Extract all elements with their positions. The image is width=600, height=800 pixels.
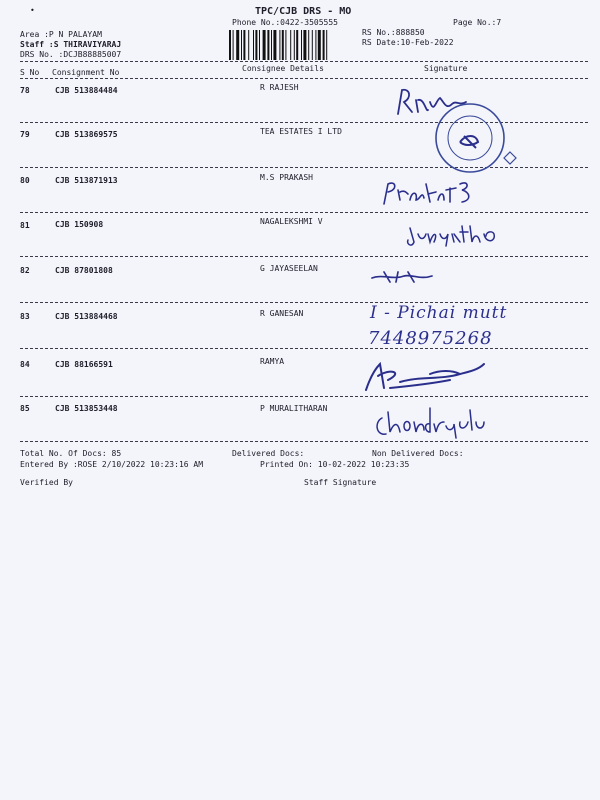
row-consignment: CJB 513884484 [55, 86, 118, 95]
column-header-consignee: Consignee Details [242, 64, 324, 73]
drs-number: DRS No. :DCJB88885007 [20, 50, 122, 59]
handwritten-receiver-name: I - Pichai mutt [370, 303, 508, 323]
row-divider [20, 441, 588, 442]
row-sno: 78 [20, 86, 30, 95]
row-divider [20, 212, 588, 213]
barcode-bar [271, 30, 272, 60]
barcode-bar [308, 30, 309, 60]
printed-on: Printed On: 10-02-2022 10:23:35 [260, 460, 410, 469]
row-sno: 85 [20, 404, 30, 413]
column-header-sno: S No [20, 68, 40, 77]
row-consignee: M.S PRAKASH [260, 173, 313, 182]
barcode-bar [273, 30, 276, 60]
column-header-signature: Signature [424, 64, 468, 73]
barcode-bar [267, 30, 269, 60]
row-consignee: R GANESAN [260, 309, 304, 318]
barcode-bar [253, 30, 254, 60]
barcode-bar [312, 30, 313, 60]
barcode-bar [301, 30, 302, 60]
barcode [229, 30, 358, 60]
barcode-bar [285, 30, 286, 60]
barcode-bar [318, 30, 321, 60]
row-sno: 83 [20, 312, 30, 321]
page-number: Page No.:7 [453, 18, 502, 27]
barcode-bar [323, 30, 325, 60]
signature-mark [372, 402, 492, 442]
row-sno: 84 [20, 360, 30, 369]
row-sno: 79 [20, 130, 30, 139]
barcode-bar [233, 30, 234, 60]
row-consignment: CJB 513869575 [55, 130, 118, 139]
barcode-bar [279, 30, 280, 60]
row-consignment: CJB 513853448 [55, 404, 118, 413]
row-consignee: NAGALEKSHMI V [260, 217, 323, 226]
area: Area :P N PALAYAM [20, 30, 102, 39]
delivered-docs: Delivered Docs: [232, 449, 305, 458]
row-consignee: G JAYASEELAN [260, 264, 318, 273]
row-sno: 82 [20, 266, 30, 275]
divider [20, 61, 588, 62]
barcode-bar [255, 30, 257, 60]
entered-by: Entered By :ROSE 2/10/2022 10:23:16 AM [20, 460, 204, 469]
row-sno: 80 [20, 176, 30, 185]
total-docs: Total No. Of Docs: 85 [20, 449, 122, 458]
row-divider [20, 256, 588, 257]
barcode-bar [263, 30, 266, 60]
verified-by: Verified By [20, 478, 73, 487]
row-sno: 81 [20, 221, 30, 230]
barcode-bar [296, 30, 298, 60]
barcode-bar [236, 30, 239, 60]
barcode-bar [326, 30, 327, 60]
barcode-bar [259, 30, 260, 60]
rs-date: RS Date:10-Feb-2022 [362, 38, 454, 47]
row-consignee: TEA ESTATES I LTD [260, 127, 342, 136]
row-consignment: CJB 150908 [55, 220, 104, 229]
barcode-bar [241, 30, 242, 60]
phone-number: Phone No.:0422-3505555 [232, 18, 338, 27]
column-header-consignment: Consignment No [52, 68, 120, 77]
barcode-bar [315, 30, 316, 60]
report-title: TPC/CJB DRS - MO [255, 6, 352, 17]
non-delivered-docs: Non Delivered Docs: [372, 449, 464, 458]
barcode-bar [248, 30, 249, 60]
staff-signature-label: Staff Signature [304, 478, 377, 487]
barcode-bar [290, 30, 291, 60]
row-divider [20, 348, 588, 349]
row-consignment: CJB 87801808 [55, 266, 113, 275]
signature-mark [378, 176, 488, 208]
row-consignee: P MURALITHARAN [260, 404, 328, 413]
company-stamp [420, 98, 530, 178]
barcode-bar [294, 30, 295, 60]
row-divider [20, 396, 588, 397]
row-consignee: R RAJESH [260, 83, 299, 92]
barcode-bar [229, 30, 231, 60]
signature-mark [404, 220, 514, 250]
page-dot: • [30, 6, 35, 15]
divider [20, 78, 588, 79]
rs-number: RS No.:888850 [362, 28, 425, 37]
barcode-bar [243, 30, 245, 60]
barcode-bar [303, 30, 306, 60]
row-consignment: CJB 513884468 [55, 312, 118, 321]
row-consignment: CJB 513871913 [55, 176, 118, 185]
row-consignment: CJB 88166591 [55, 360, 113, 369]
row-consignee: RAMYA [260, 357, 285, 366]
handwritten-phone-number: 7448975268 [368, 328, 493, 349]
signature-mark [360, 358, 490, 394]
signature-mark [368, 268, 438, 284]
staff-name: Staff :S THIRAVIYARAJ [20, 40, 122, 49]
barcode-bar [282, 30, 284, 60]
